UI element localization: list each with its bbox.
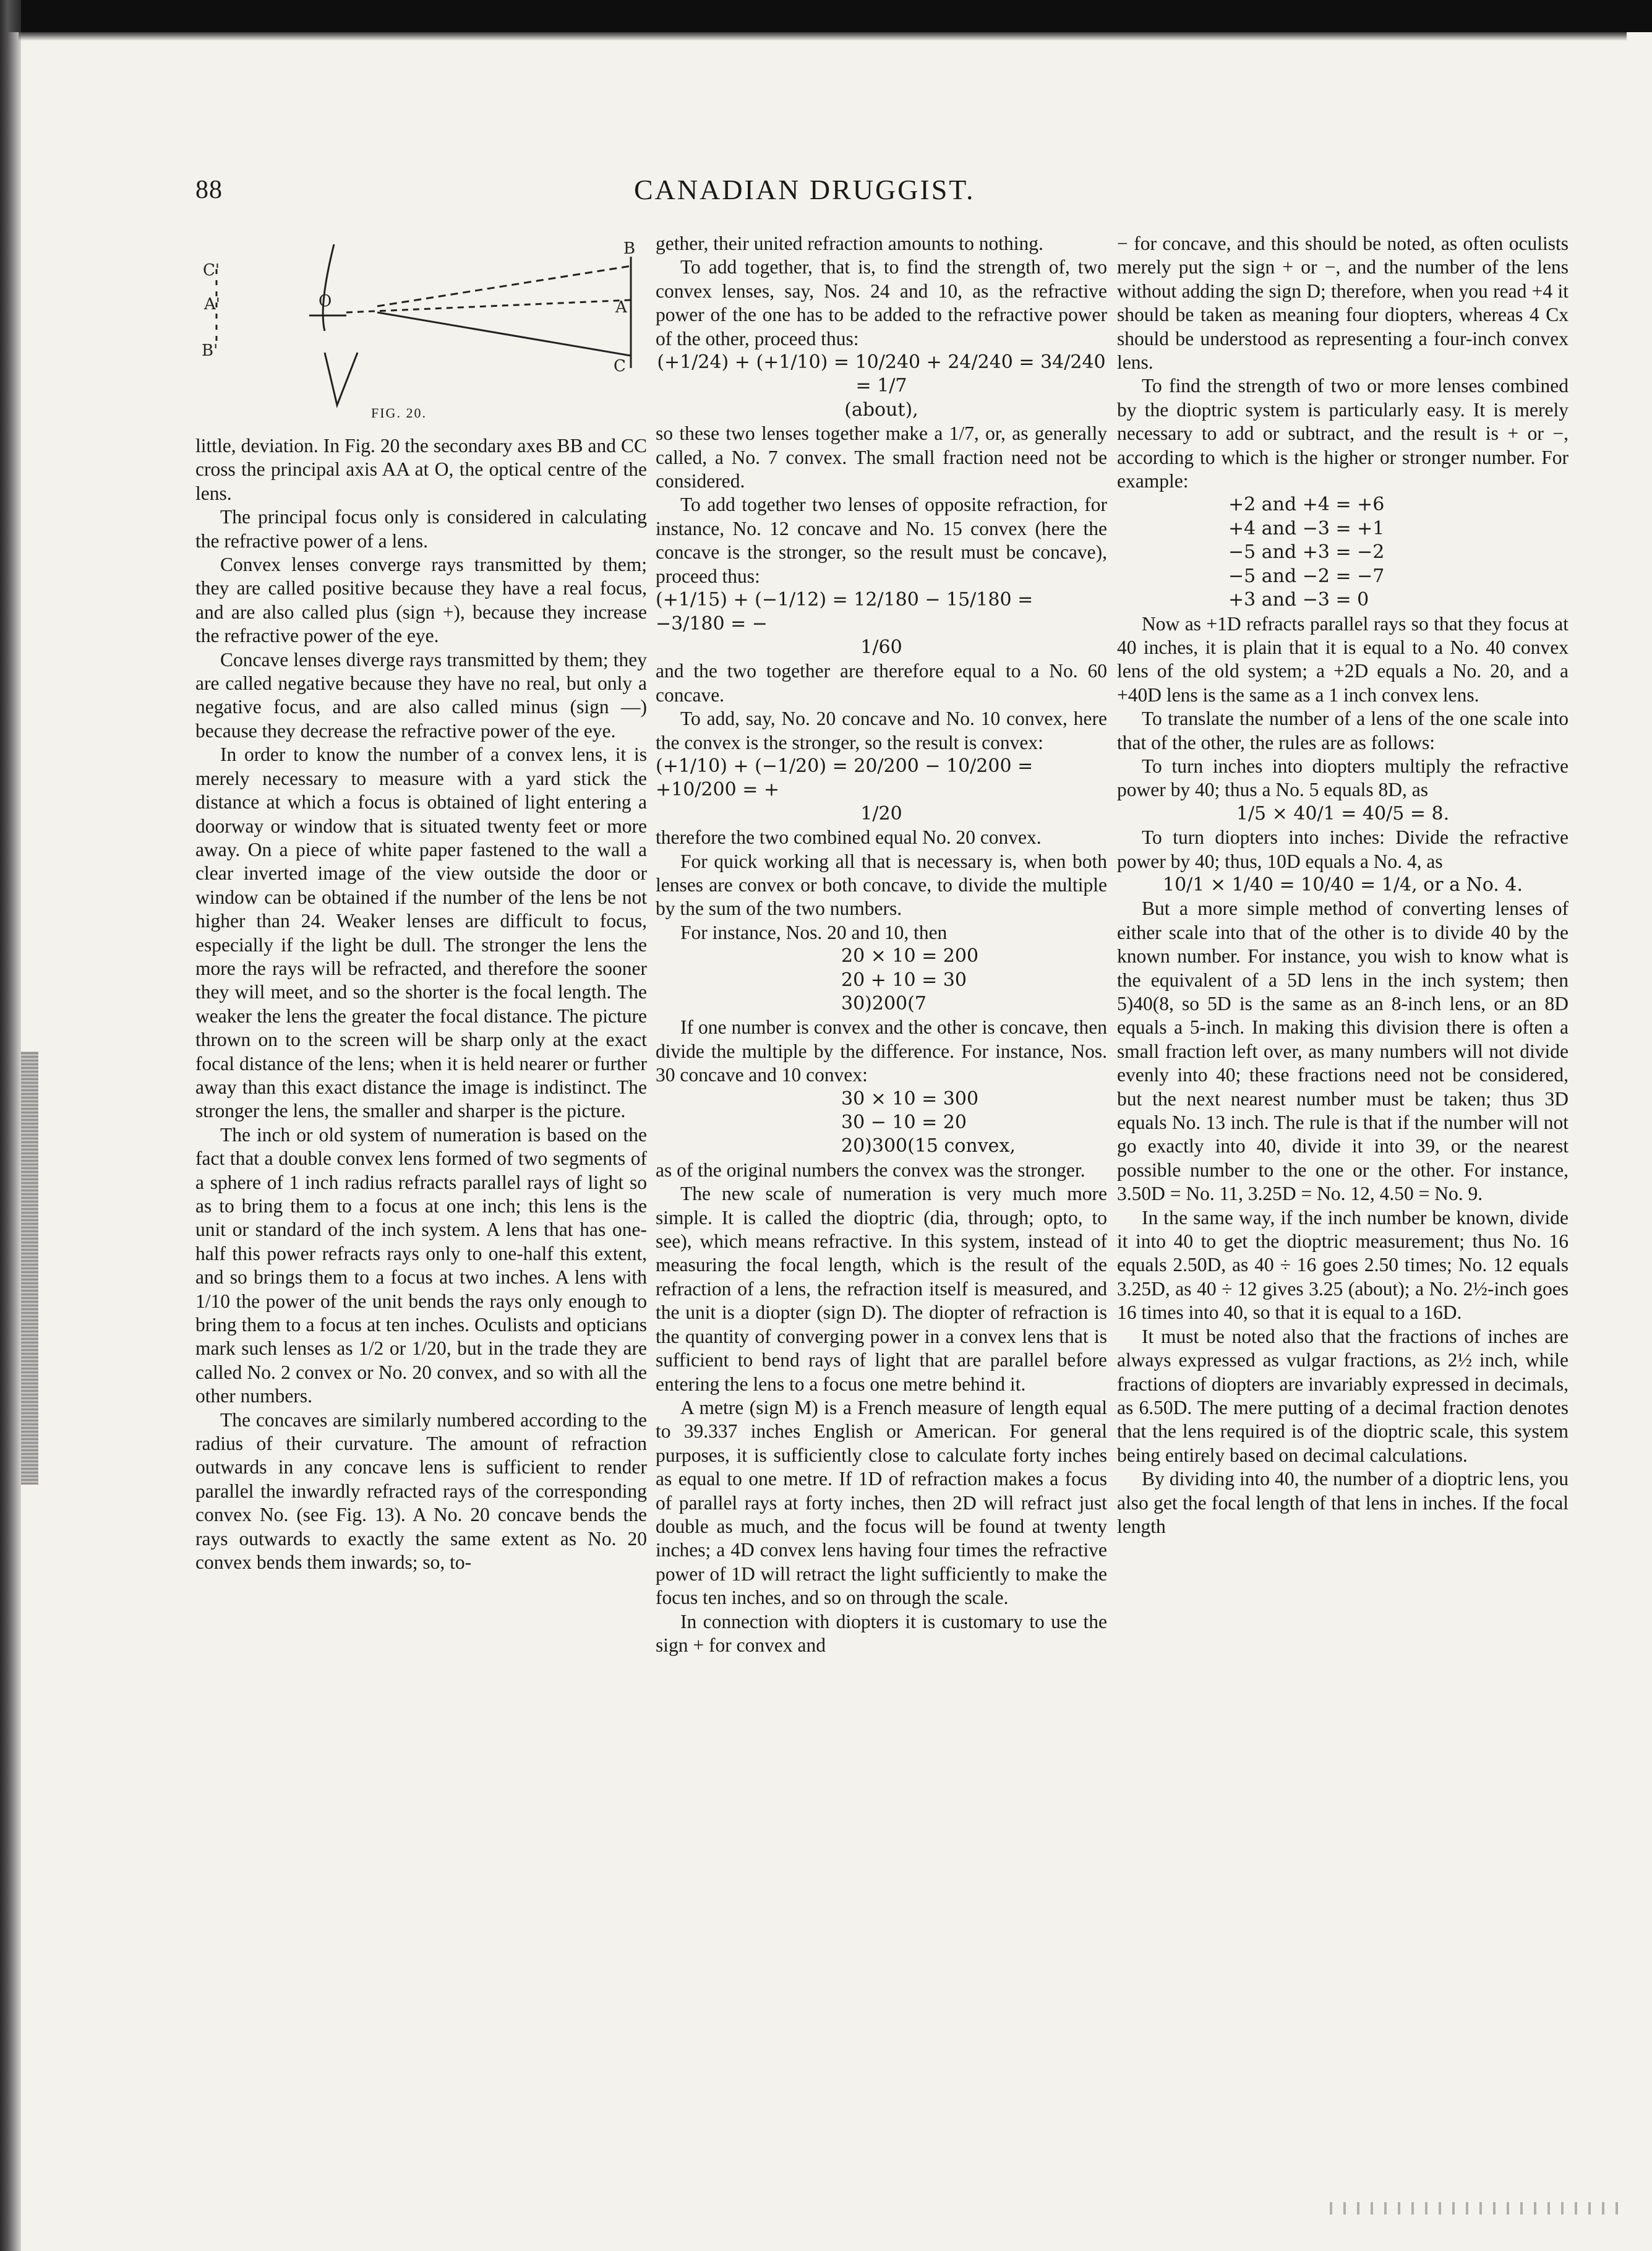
paragraph: as of the original numbers the convex was the stronger. [656,1159,1085,1181]
paragraph: In order to know the number of a convex lens, it is merely necessary to measure with a yard stick the distance at which a focus is obtained of light entering a doorway or window that is situated twenty feet or more away. On a piece of white paper fastened to the wall a clear inverted image of the view outside the door or window can be obtained if the number of the lens be not higher than 24. Weaker lenses are difficult to focus, especially if the light be dull. The stronger the lens the more the rays will be refracted, and therefore the sooner they will meet, and so the shorter is the focal length. The weaker the lens the greater the focal distance. The picture thrown on to the screen will be sharp only at the exact focal distance of the lens; when it is held nearer or further away than this exact distance the image is indistinct. The stronger the lens, the smaller and sharper is the picture. [195,744,647,1122]
paragraph: The principal focus only is considered in calculating the refractive power of a lens. [195,506,647,552]
secondary-axis-cc [377,312,631,356]
paragraph: A metre (sign M) is a French measure of length equal to 39.337 inches English or American. For general purposes, it is sufficiently close to calculate forty inches as equal to one metre. If 1D of refraction makes a focus of parallel rays at forty inches, then 2D will refract just double as much, and the focus will be found at twenty inches; a 4D convex lens having four times the refractive power of 1D will retract the light sufficiently to make the focus ten inches, and so on through the scale. [656,1396,1107,1609]
paragraph: It must be noted also that the fractions of inches are always expressed as vulgar fractions, as 2½ inch, while fractions of diopters are invariably expressed in decimals, as 6.50D. The mere putting of a decimal fraction denotes that the lens required is of the dioptric scale, this system being entirely based on decimal calculations. [1117,1325,1569,1466]
lens-diagram [198,232,649,424]
sum-line: +2 and +4 = +6 [1228,494,1385,516]
paragraph: For quick working all that is necessary is, when both lenses are convex or both concave, to divide the multiple by the sum of the two numbers. [656,850,1107,920]
running-title: CANADIAN DRUGGIST. [634,174,975,205]
calculation-line: 30 × 10 = 300 [841,1087,979,1110]
calculation-line: 20 + 10 = 30 [841,969,967,991]
paragraph: therefore the two combined equal No. 20 convex. [656,826,1042,849]
paragraph: The concaves are similarly numbered according to the radius of their curvature. The amount of refraction outwards in any concave lens is sufficient to render parallel the inwardly refracted rays of the corresponding convex No. (see Fig. 13). A No. 20 concave bends the rays outwards to exactly the same extent as No. 20 convex bends them inwards; so, to- [195,1408,647,1574]
equation: 1/5 × 40/1 = 40/5 = 8. [1236,802,1450,825]
paragraph: gether, their united refraction amounts to nothing. [656,233,1043,254]
paragraph: But a more simple method of converting lenses of either scale into that of the other is to divide 40 by the known number. For instance, you wish to know what is the equivalent of a 5D lens in the inch system; then 5)40(8, so 5D is the same as an 8-inch lens, or an 8D equals a 5-inch. In making this division there is often a small fraction left over, as many numbers will not divide evenly into 40; these fractions need not be considered, but the next nearest number must be taken; thus 3D equals No. 13 inch. The rule is that if the number will not go exactly into 40, divide it into 39, or the nearest possible number to the one or the other. For instance, 3.50D = No. 11, 3.25D = No. 12, 4.50 = No. 9. [1117,898,1569,1205]
sum-line: +3 and −3 = 0 [1228,589,1369,611]
paragraph: To find the strength of two or more lenses combined by the dioptric system is particularly easy. It is merely necessary to add or subtract, and the result is + or −, according to which is the higher or stronger number. For example: [1117,375,1569,492]
paragraph: To add together, that is, to find the strength of, two convex lenses, say, Nos. 24 and 10, as the refractive power of the one has to be added to the refractive power of the other, proceed thus: [656,256,1107,349]
label-a-prime: A' [204,295,220,314]
paragraph: Convex lenses converge rays transmitted by them; they are called positive because they have a real focus, and are also called plus (sign +), because they increase the refractive power of the eye. [195,554,647,647]
paragraph: so these two lenses together make a 1/7, or, as generally called, a No. 7 convex. The small fraction need not be considered. [656,422,1107,492]
paragraph: Now as +1D refracts parallel rays so that they focus at 40 inches, it is plain that it is equal to a No. 40 convex lens of the old system; a +2D equals a No. 20, and a +40D lens is the same as a 1 inch convex lens. [1117,612,1569,706]
paragraph: If one number is convex and the other is concave, then divide the multiple by the difference. For instance, Nos. 30 concave and 10 convex: [656,1016,1107,1086]
sum-line: −5 and −2 = −7 [1228,565,1385,587]
label-c-prime: C' [203,261,220,280]
principal-axis-line [346,300,631,312]
calculation-line: 30)200(7 [841,993,927,1014]
paragraph: To add together two lenses of opposite refraction, for instance, No. 12 concave and No. 15 convex (here the concave is the stronger, so the result must be concave), proceed thus: [656,494,1107,587]
scan-specks [1330,2202,1627,2215]
lens-diagram-figure [198,232,649,424]
paragraph: For instance, Nos. 20 and 10, then [680,921,948,943]
scan-top-border [0,0,1652,32]
calculation-line: 30 − 10 = 20 [841,1112,967,1134]
paragraph: In the same way, if the inch number be known, divide it into 40 to get the dioptric measurement; thus No. 16 equals 2.50D, as 40 ÷ 16 goes 2.50 times; No. 12 equals 3.25D, as 40 ÷ 12 gives 3.25 (about); a No. 2½-inch goes 16 times into 40, so that it is equal to a 16D. [1117,1206,1569,1324]
paragraph: The inch or old system of numeration is based on the fact that a double convex lens formed of two segments of a sphere of 1 inch radius refracts parallel rays of light so as to bring them to a focus at one inch; this lens is the unit or standard of the inch system. A lens that has one-half this power refracts rays only to one-half this extent, and so brings them to a focus at two inches. A lens with 1/10 the power of the unit bends the rays only enough to bring them to a focus at ten inches. Oculists and opticians mark such lenses as 1/2 or 1/20, but in the trade they are called No. 2 convex or No. 20 convex, and so with all the other numbers. [195,1123,647,1407]
label-o: O [319,292,332,311]
label-c: C [614,357,626,375]
scan-left-border [0,0,21,2251]
column-3 [1117,232,1569,1538]
paragraph: − for concave, and this should be noted, as often oculists merely put the sign + or −, and the number of the lens without adding the sign D; therefore, when you read +4 it should be taken as meaning four diopters, whereas 4 Cx should be understood as representing a four-inch convex lens. [1117,233,1569,374]
equation-tail: 1/20 [860,802,902,825]
paragraph: Concave lenses diverge rays transmitted by them; they are called negative because they have no real, but only a negative focus, and are also called minus (sign —) because they decrease the refractive power of the eye. [195,648,647,742]
paragraph: The new scale of numeration is very much more simple. It is called the dioptric (dia, through; opto, to see), which means refractive. In this system, instead of measuring the focal length, which is the result of the refraction of a lens, the refraction itself is measured, and the unit is a diopter (sign D). The diopter of refraction is the quantity of converging power in a convex lens that is sufficient to bend rays of light that are parallel before entering the lens to a focus one metre behind it. [656,1183,1107,1395]
paragraph: To add, say, No. 20 concave and No. 10 convex, here the convex is the stronger, so the result is convex: [656,708,1107,753]
sum-line: −5 and +3 = −2 [1228,541,1385,564]
lens-lower-stroke [325,353,357,405]
sum-line: +4 and −3 = +1 [1228,517,1385,539]
paragraph: To translate the number of a lens of the one scale into that of the other, the rules are as follows: [1117,708,1569,753]
figure-caption: FIG. 20. [371,405,427,421]
secondary-axis-bb [377,266,631,306]
equation-note: (about), [844,398,918,421]
page-number: 88 [195,176,223,204]
label-b-prime: B' [202,341,218,360]
binding-marks [21,1052,38,1485]
paragraph: To turn diopters into inches: Divide the refractive power by 40; thus, 10D equals a No. 4, as [1117,826,1569,872]
label-b: B [623,239,636,258]
paragraph: In connection with diopters it is customary to use the sign + for convex and [656,1610,1107,1656]
calculation-line: 20)300(15 convex, [841,1135,1016,1157]
column-2 [656,232,1107,1657]
paragraph: To turn inches into diopters multiply the refractive power by 40; thus a No. 5 equals 8D, as [1117,755,1569,801]
paragraph: and the two together are therefore equal to a No. 60 concave. [656,660,1107,706]
column-1 [195,434,647,1575]
equation: (+1/24) + (+1/10) = 10/240 + 24/240 = 34/240 = 1/7 [657,351,1106,397]
paragraph: By dividing into 40, the number of a dioptric lens, you also get the focal length of that lens in inches. If the focal length [1117,1468,1569,1537]
equation-tail: 1/60 [860,636,902,658]
paragraph: little, deviation. In Fig. 20 the secondary axes BB and CC cross the principal axis AA at O, the optical centre of the lens. [195,435,647,504]
lens-upper-stroke [323,244,334,331]
label-a: A [615,298,627,317]
equation: (+1/10) + (−1/20) = 20/200 − 10/200 = +10/200 = + [656,755,1034,801]
scan-shadow [19,32,1627,41]
calculation-line: 20 × 10 = 200 [841,945,979,967]
equation: (+1/15) + (−1/12) = 12/180 − 15/180 = −3/180 = − [656,589,1034,635]
equation: 10/1 × 1/40 = 10/40 = 1/4, or a No. 4. [1162,873,1523,896]
